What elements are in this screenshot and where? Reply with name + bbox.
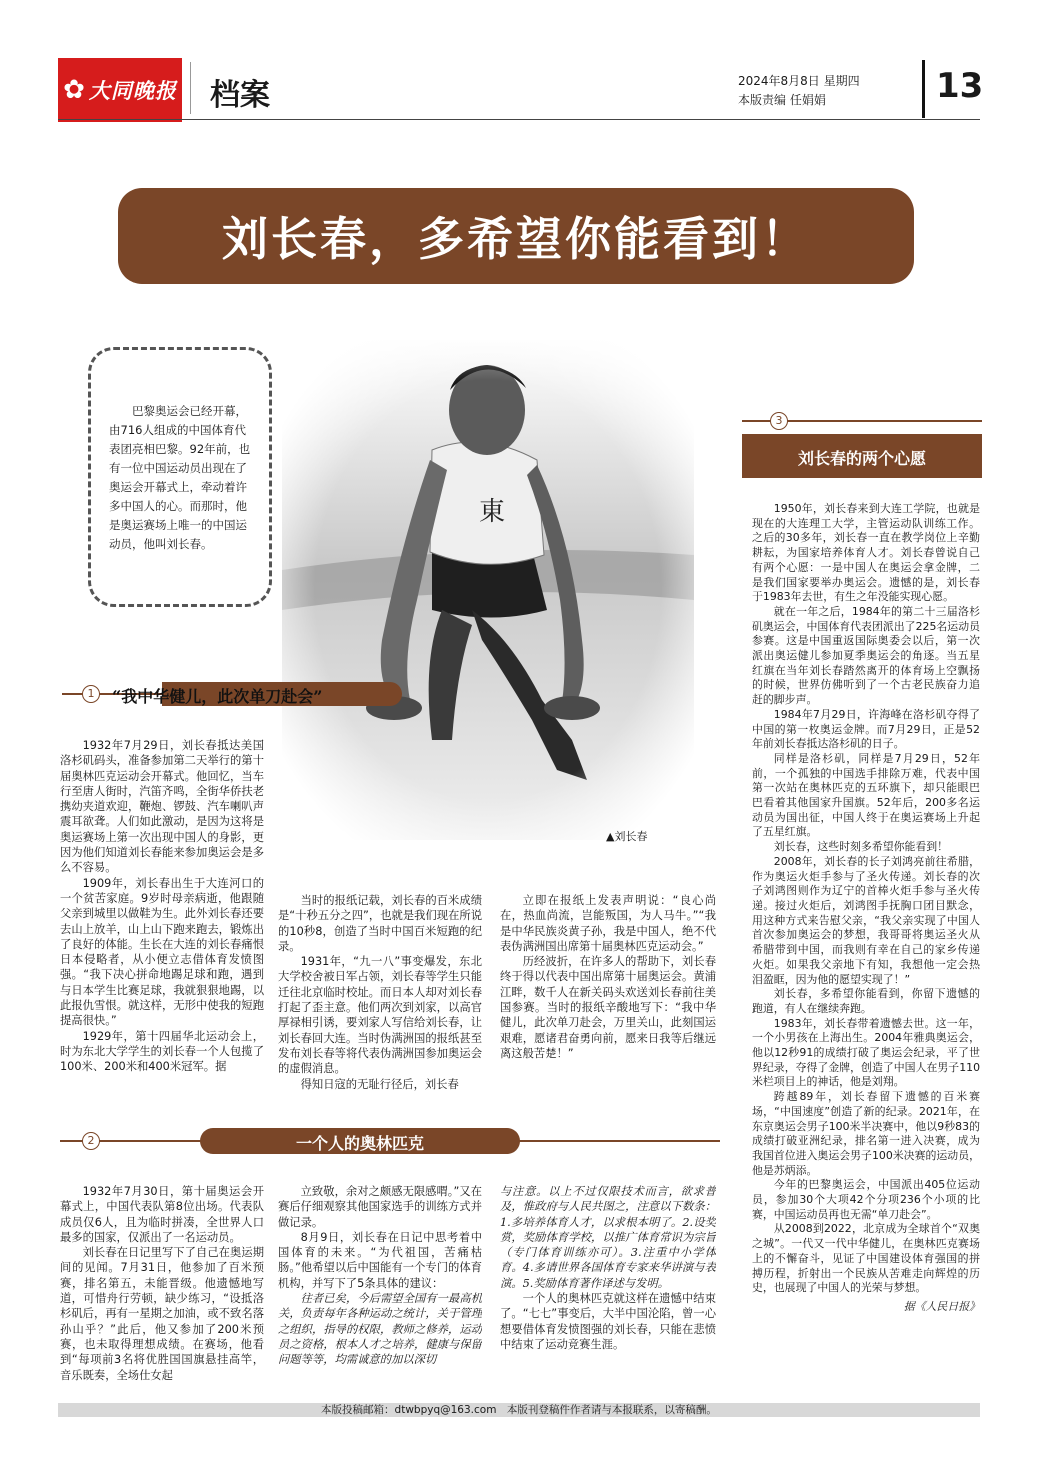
- page-editor: 本版责编 任娟娟: [738, 93, 826, 107]
- section3-number: 3: [770, 412, 788, 430]
- newspaper-logo: [58, 58, 182, 122]
- page-number: 13: [936, 66, 984, 106]
- section2-column-3: [500, 1184, 716, 1394]
- intro-text: 巴黎奥运会已经开幕，由716人组成的中国体育代表团亮相巴黎。92年前，也有一位中国运动员出现在了奥运会开幕式上，牵动着许多中国人的心。而那时，他是奥运赛场上唯一的中国运动员，他叫刘长春。: [109, 404, 251, 551]
- section2-column-2: [278, 1184, 482, 1394]
- paragraph: 刘长春，这些时刻多希望你能看到！: [773, 840, 949, 854]
- header-rule: [58, 119, 980, 120]
- section1-column-3: [500, 893, 716, 1093]
- paragraph: 1909年，刘长春出生于大连河口的一个贫苦家庭。9岁时母亲病逝，他跟随父亲到城里以做鞋为生。此外刘长春还要去山上放羊，山上山下跑来跑去，锻炼出了良好的体能。生长在大连的刘长春痛恨日本侵略者，从小便立志借体育发愤图强。“我下决心拼命地踢足球和跑，遇到与日本学生比赛足球，我就狠狠地踢，以此报仇雪恨。就这样，无形中使我的短跑提高很快。”: [60, 876, 264, 1028]
- paragraph: 1932年7月30日，第十届奥运会开幕式上，中国代表队第8位出场。代表队成员仅6人，且为临时拼凑，全世界人口最多的国家，仅派出了一名运动员。: [60, 1185, 264, 1244]
- section1-column-1: [60, 738, 264, 1078]
- paragraph: 1950年，刘长春来到大连工学院，也就是现在的大连理工大学，主管运动队训练工作。之后的30多年，刘长春一直在教学岗位上辛勤耕耘，为国家培养体育人才。刘长春曾说自己有两个心愿：一是中国人在奥运会拿金牌，二是我们国家要举办奥运会。遗憾的是，刘长春于1983年去世，有生之年没能实现心愿。: [752, 502, 980, 604]
- paragraph: 从2008到2022，北京成为全球首个“双奥之城”。一代又一代中华健儿，在奥林匹克赛场上的不懈奋斗，见证了中国建设体育强国的拼搏历程，折射出一个民族从苦难走向辉煌的历史，也展现了中国人的光荣与梦想。: [752, 1222, 980, 1295]
- article-source: 据《人民日报》: [903, 1299, 980, 1313]
- section3-heading: [742, 408, 982, 478]
- quoted-proposal: 往者已矣，今后需望全国有一最高机关，负责每年各种运动之统计，关于管理之组织，指导的权限，教师之修养，运动员之资格，根本人才之培养，健康与保留问题等等，均需诚意的加以深切: [278, 1292, 482, 1367]
- header-divider: [190, 62, 191, 114]
- section3-title: 刘长春的两个心愿: [797, 449, 926, 468]
- paragraph: 历经波折，在许多人的帮助下，刘长春终于得以代表中国出席第十届奥运会。黄浦江畔，数千人在新关码头欢送刘长春前往美国参赛。当时的报纸辛酸地写下：“我中华健儿，此次单刀赴会，万里关山，此刻国运艰难，愿诸君奋勇向前，愿来日我等后继远离这般苦楚！”: [500, 955, 716, 1060]
- paragraph: 1931年，“九一八”事变爆发，东北大学校舍被日军占领，刘长春等学生只能迁往北京临时校址。而日本人却对刘长春打起了歪主意。他们两次到刘家，以高官厚禄相引诱，要刘家人写信给刘长春，让刘长春回大连。当时伪满洲国的报纸甚至发布刘长春等将代表伪满洲国参加奥运会的虚假消息。: [278, 955, 482, 1076]
- logo-text: 大同晚报: [88, 79, 177, 103]
- paragraph: 1929年，第十四届华北运动会上，时为东北大学学生的刘长春一个人包揽了100米、200米和400米冠军。据: [60, 1029, 264, 1074]
- paragraph: 1984年7月29日，许海峰在洛杉矶夺得了中国的第一枚奥运金牌。而7月29日，正是52年前刘长春抵达洛杉矶的日子。: [752, 707, 980, 751]
- headline: 刘长春，多希望你能看到！: [222, 212, 810, 266]
- issue-date: 2024年8月8日 星期四: [738, 74, 860, 88]
- paragraph: 今年的巴黎奥运会，中国派出405位运动员，参加30个大项42个分项236个小项的比赛，中国运动员再也无需“单刀赴会”。: [752, 1178, 980, 1221]
- paragraph: 1932年7月29日，刘长春抵达美国洛杉矶码头，准备参加第二天举行的第十届奥林匹克运动会开幕式。他回忆，当车行至唐人街时，汽笛齐鸣，全街华侨扶老携幼夹道欢迎，鞭炮、锣鼓、汽车喇叭声震耳欲聋。人们如此激动，是因为这将是奥运赛场上第一次出现中国人的身影，更因为他们知道刘长春能来参加奥运会是多么不容易。: [60, 739, 264, 875]
- paragraph: 刘长春，多希望你能看到，你留下遗憾的跑道，有人在继续奔跑。: [752, 987, 980, 1015]
- paragraph: 立即在报纸上发表声明说：“良心尚在，热血尚流，岂能叛国，为人马牛。”“我是中华民族炎黄子孙，我是中国人，绝不代表伪满洲国出席第十届奥林匹克运动会。”: [500, 894, 716, 953]
- paragraph: 8月9日，刘长春在日记中思考着中国体育的未来。“为代祖国，苦痛枯肠。”他希望以后中国能有一个专门的体育机构，并写下了5条具体的建议：: [278, 1230, 482, 1290]
- athlete-photo-image: [282, 340, 694, 840]
- athlete-photo: [282, 340, 694, 840]
- intro-box: [88, 347, 272, 607]
- footer-contact: 本版投稿邮箱：dtwbpyq@163.com 本版刊登稿件作者请与本报联系，以寄稿酬。: [58, 1403, 980, 1417]
- section2-column-1: [60, 1184, 264, 1394]
- quoted-proposal-continued: 与注意。以上不过仅限技术而言，欲求普及，惟政府与人民共图之，注意以下数条：1.多培养体育人才，以求根本明了。2.设奖赏，奖励体育学校，以推广体育常识为宗旨（专门体育训练亦可）。3.注重中小学体育。4.多请世界各国体育专家来华讲演与表演。5.奖励体育著作译述与发明。: [500, 1185, 716, 1290]
- paragraph: 当时的报纸记载，刘长春的百米成绩是“十秒五分之四”，也就是我们现在所说的10秒8，创造了当时中国百米短跑的纪录。: [278, 894, 482, 953]
- logo-mark-icon: ✿: [63, 75, 86, 105]
- header-info: [738, 72, 860, 110]
- paragraph: 就在一年之后，1984年的第二十三届洛杉矶奥运会，中国体育代表团派出了225名运动员参赛。这是中国重返国际奥委会以后，第一次派出奥运健儿参加夏季奥运会的角逐。当五星红旗在当年刘长春踏然离开的体育场上空飘扬的时候，世界仿佛听到了一个古老民族奋力追赶的脚步声。: [752, 604, 980, 707]
- section1-column-2: [278, 893, 482, 1093]
- paragraph: 立致敬，余对之颇感无限感喟。”又在赛后仔细观察其他国家选手的训练方式并做记录。: [278, 1185, 482, 1229]
- section1-title: “我中华健儿，此次单刀赴会”: [112, 687, 323, 706]
- paragraph: 同样是洛杉矶，同样是7月29日，52年前，一个孤独的中国选手排除万难，代表中国第一次站在奥林匹克的五环旗下，却只能眼巴巴看着其他国家升国旗。52年后，200多名运动员为国出征，中国人终于在奥运赛场上升起了五星红旗。: [752, 751, 980, 839]
- paragraph: 跨越89年，刘长春留下遗憾的百米赛场，“中国速度”创造了新的纪录。2021年，在东京奥运会男子100米半决赛中，他以9秒83的成绩打破亚洲纪录，排名第一进入决赛，成为我国首位进入奥运会男子100米决赛的运动员，他是苏炳添。: [752, 1090, 980, 1177]
- section2-number: 2: [82, 1132, 100, 1150]
- paragraph: 2008年，刘长春的长子刘鸿亮前往希腊，作为奥运火炬手参与了圣火传递。刘长春的次子刘鸿图则作为辽宁的首棒火炬手参与圣火传递。接过火炬后，刘鸿图手抚胸口团目默念，用这种方式来告慰父亲，“我父亲实现了中国人首次参加奥运会的梦想，我哥哥将奥运圣火从希腊带到中国，而我则有幸在自己的家乡传递火炬。如果我父亲地下有知，我想他一定会热泪盈眶，因为他的愿望实现了！”: [752, 854, 980, 986]
- section1-number: 1: [82, 685, 100, 703]
- headline-banner: [118, 188, 914, 284]
- header-rule-vertical: [922, 60, 925, 118]
- paragraph: 一个人的奥林匹克就这样在遗憾中结束了。“七七”事变后，大半中国沦陷，曾一心想要借体育发愤图强的刘长春，只能在悲愤中结束了运动竞赛生涯。: [500, 1292, 716, 1351]
- paragraph: 得知日寇的无耻行径后，刘长春: [300, 1077, 459, 1091]
- paragraph: 刘长春在日记里写下了自己在奥运期间的见闻。7月31日，他参加了百米预赛，排名第五，未能晋级。他遗憾地写道，可惜舟行劳顿，缺少练习，“设抵洛杉矶后，再有一星期之加油，或不致名落孙山乎？”此后，他又参加了200米预赛，也未取得理想成绩。在赛场，他看到“每项前3名将优胜国国旗悬挂高竿，音乐既奏，全场仕女起: [60, 1246, 264, 1382]
- section2-title: 一个人的奥林匹克: [295, 1134, 424, 1153]
- section1-heading: [62, 682, 402, 706]
- photo-caption: ▲刘长春: [606, 830, 648, 843]
- section-name: 档案: [210, 78, 270, 113]
- paragraph: 1983年，刘长春带着遗憾去世。这一年，一个小男孩在上海出生。2004年雅典奥运会，他以12秒91的成绩打破了奥运会纪录，平了世界纪录，夺得了金牌，创造了中国人在男子110米栏项目上的神话，他是刘翔。: [752, 1016, 980, 1089]
- section3-column: [752, 502, 980, 1398]
- section2-heading: [60, 1128, 720, 1154]
